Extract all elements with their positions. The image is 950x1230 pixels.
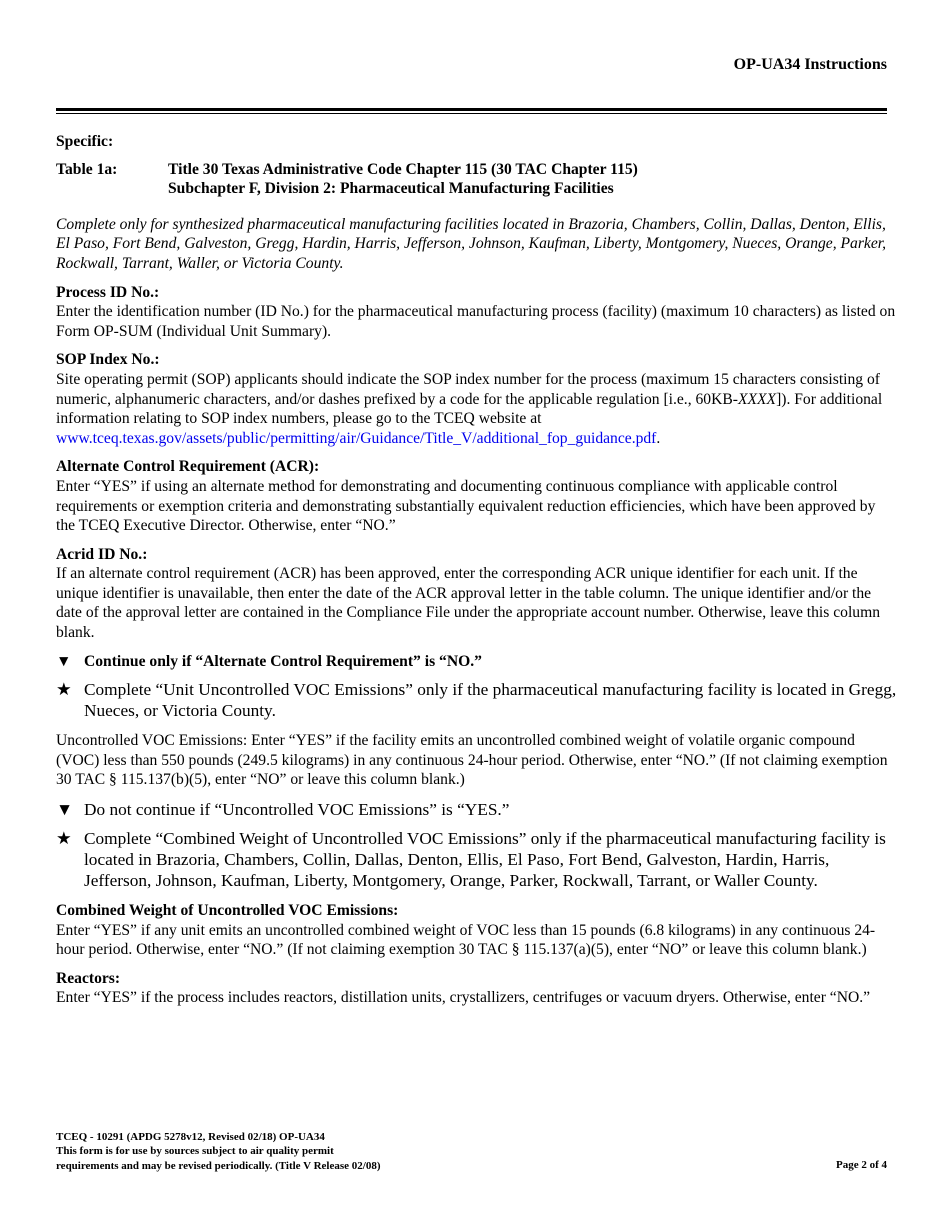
combined-weight-section [56,901,898,960]
bullet-do-not-continue [56,799,898,820]
intro-paragraph: Complete only for synthesized pharmaceutical manufacturing facilities located in Brazoria, Chambers, Collin, Dallas, Denton, Ellis, El Paso, Fort Bend, Galveston, Gregg, Hardin, Harris, Jefferson, Johnson, Kaufman, Liberty, Montgomery, Nueces, Orange, Parker, Rockwall, Tarrant, Waller, or Victoria County. [56,215,886,272]
main-content [56,132,898,1017]
process-id-section [56,283,898,342]
reactors-heading: Reactors: [56,969,121,987]
star-icon: ★ [56,829,72,849]
sop-index-placeholder: XXXX [737,390,777,408]
table-heading [56,160,898,199]
table-title-line2: Subchapter F, Division 2: Pharmaceutical Manufacturing Facilities [168,180,614,198]
process-id-heading: Process ID No.: [56,283,160,301]
reactors-section [56,969,898,1008]
acr-body: Enter “YES” if using an alternate method for demonstrating and documenting continuous compliance with applicable control requirements or exemption criteria and demonstrating substantially equivalent reduction efficiencies, which have been approved by the TCEQ Executive Director. Otherwise, enter “NO.” [56,477,876,535]
sop-index-body-part1: Site operating permit (SOP) applicants should indicate the SOP index number for the process (maximum 15 characters consisting of numeric, alphanumeric characters, and/or dashes prefixed by a code for the applicable regulation [i.e., 60KB- [56,370,880,408]
footer-form-info [56,1130,380,1173]
uncontrolled-voc-paragraph: Uncontrolled VOC Emissions: Enter “YES” if the facility emits an uncontrolled combined weight of volatile organic compound (VOC) less than 550 pounds (249.5 kilograms) in any continuous 24-hour period. Otherwise, enter “NO.” (If not claiming exemption 30 TAC § 115.137(b)(5), enter “NO” or leave this column blank.) [56,732,888,789]
bullet-complete-unit-uncontrolled-text: Complete “Unit Uncontrolled VOC Emissions” only if the pharmaceutical manufacturing facility is located in Gregg, Nueces, or Victoria County. [84,680,897,721]
acrid-body: If an alternate control requirement (ACR) has been approved, enter the corresponding ACR unique identifier for each unit. If the unique identifier is unavailable, then enter the date of the ACR approval letter in the table column. The unique identifier and/or the date of the approval letter are contained in the Compliance File under the appropriate account number. Otherwise, leave this column blank. [56,565,881,642]
table-title [168,160,638,199]
down-triangle-icon: ▼ [56,652,72,670]
specific-label: Specific: [56,133,114,150]
bullet-complete-combined-weight [56,828,898,891]
bullet-complete-unit-uncontrolled [56,679,898,721]
footer-line3: requirements and may be revised periodically. (Title V Release 02/08) [56,1159,381,1172]
page-number: Page 2 of 4 [835,1159,887,1171]
header-title: OP-UA34 Instructions [733,56,887,73]
process-id-body: Enter the identification number (ID No.) for the pharmaceutical manufacturing process (facility) (maximum 10 characters) as listed on Form OP-SUM (Individual Unit Summary). [56,303,896,340]
bullet-complete-combined-weight-text: Complete “Combined Weight of Uncontrolled VOC Emissions” only if the pharmaceutical manufacturing facility is located in Brazoria, Chambers, Collin, Dallas, Denton, Ellis, El Paso, Fort Bend, Galveston, Hardin, Harris, Jefferson, Johnson, Kaufman, Liberty, Montgomery, Orange, Parker, Rockwall, Tarrant, or Waller County. [84,829,886,891]
acrid-heading: Acrid ID No.: [56,545,148,563]
bullet-continue-only-text: Continue only if “Alternate Control Requirement” is “NO.” [84,652,482,670]
bullet-do-not-continue-text: Do not continue if “Uncontrolled VOC Emissions” is “YES.” [84,800,510,820]
footer-line1: TCEQ - 10291 (APDG 5278v12, Revised 02/18) OP-UA34 [56,1131,325,1143]
bullet-continue-only [56,652,898,672]
acr-heading: Alternate Control Requirement (ACR): [56,458,320,476]
sop-index-section [56,350,898,448]
acr-section [56,457,898,535]
star-icon: ★ [56,680,72,700]
sop-index-body [56,370,898,448]
down-triangle-icon: ▼ [56,800,74,820]
table-label: Table 1a: [56,160,118,178]
sop-index-body-end: . [656,429,661,447]
header-double-rule [56,108,887,114]
combined-weight-heading: Combined Weight of Uncontrolled VOC Emissions: [56,902,399,920]
reactors-body: Enter “YES” if the process includes reactors, distillation units, crystallizers, centrifuges or vacuum dryers. Otherwise, enter “NO.” [56,989,871,1007]
combined-weight-body: Enter “YES” if any unit emits an uncontrolled combined weight of VOC less than 15 pounds (6.8 kilograms) in any continuous 24-hour period. Otherwise, enter “NO.” (If not claiming exemption 30 TAC § 115.137(a)(5), enter “NO” or leave this column blank.) [56,921,876,959]
footer-line2: This form is for use by sources subject to air quality permit [56,1145,334,1158]
table-title-line1: Title 30 Texas Administrative Code Chapter 115 (30 TAC Chapter 115) [168,160,638,178]
sop-index-heading: SOP Index No.: [56,351,160,369]
acrid-section [56,545,898,643]
sop-index-body-part2: ]). For additional information relating to SOP index numbers, please go to the TCEQ website at [56,390,883,428]
tceq-guidance-link[interactable]: www.tceq.texas.gov/assets/public/permitting/air/Guidance/Title_V/additional_fop_guidance.pdf [56,429,657,447]
